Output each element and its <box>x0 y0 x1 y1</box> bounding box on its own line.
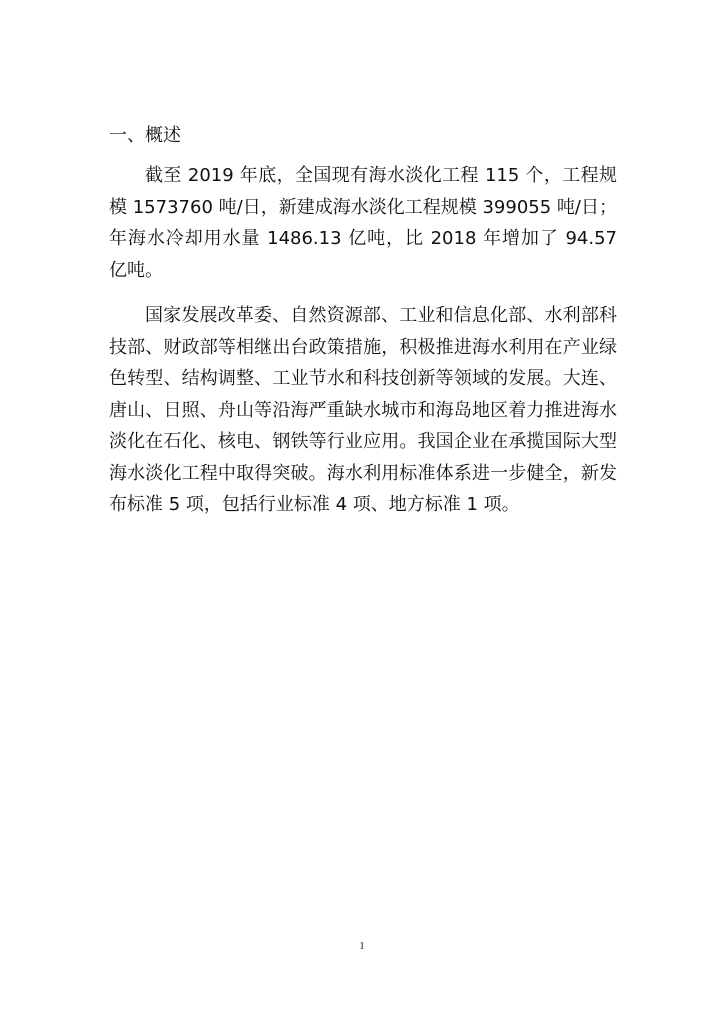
paragraph-policy: 国家发展改革委、自然资源部、工业和信息化部、水利部科技部、财政部等相继出台政策措施，积极推进海水利用在产业绿色转型、结构调整、工业节水和科技创新等领域的发展。大连、唐山、日照、舟山等沿海严重缺水城市和海岛地区着力推进海水淡化在石化、核电、钢铁等行业应用。我国企业在承揽国际大型海水淡化工程中取得突破。海水利用标准体系进一步健全，新发布标准 5 项，包括行业标准 4 项、地方标准 1 项。 <box>109 305 617 515</box>
document-body <box>109 124 617 521</box>
section-heading: 一、概述 <box>109 125 181 146</box>
page-number: 1 <box>359 940 365 952</box>
paragraph-overview: 截至 2019 年底，全国现有海水淡化工程 115 个，工程规模 1573760 吨/日，新建成海水淡化工程规模 399055 吨/日；年海水冷却用水量 1486.13 亿吨，比 2018 年增加了 94.57 亿吨。 <box>109 165 617 281</box>
